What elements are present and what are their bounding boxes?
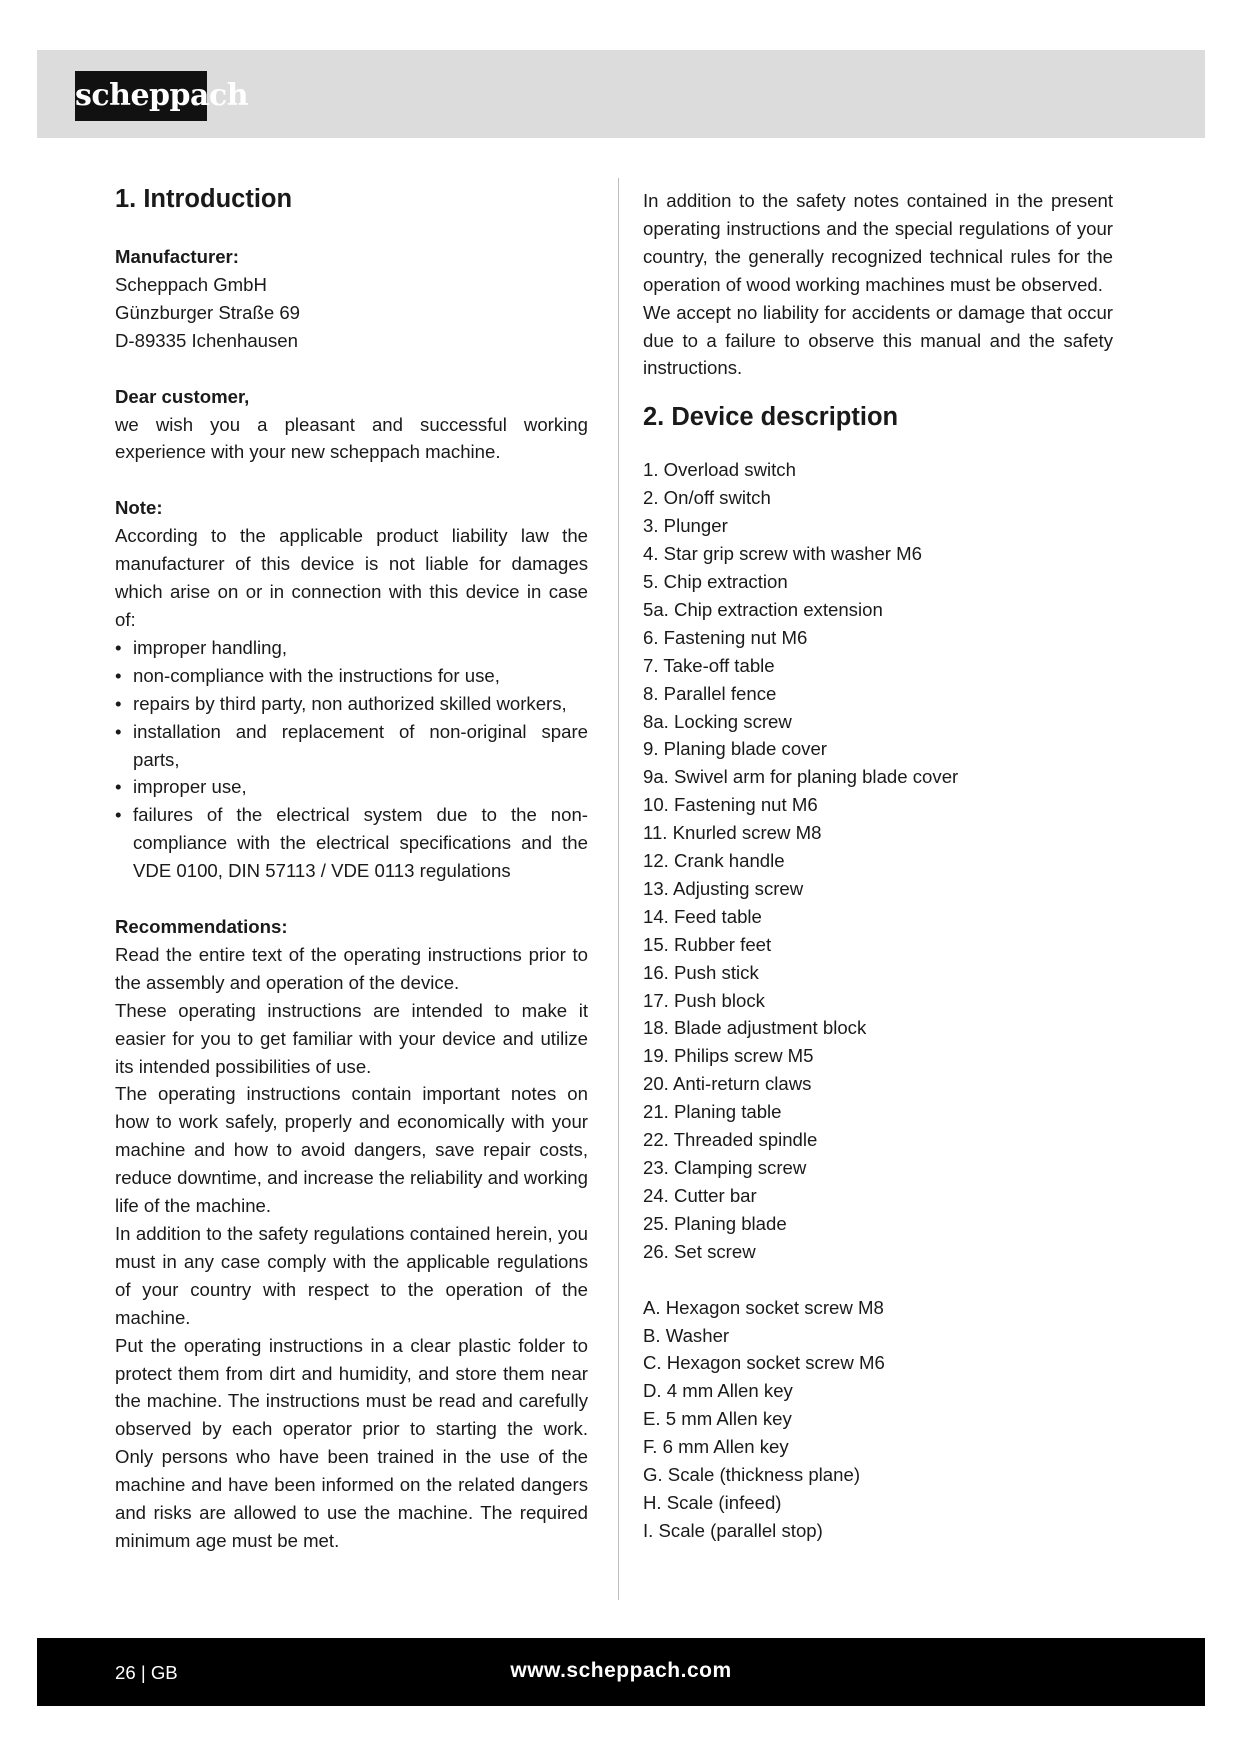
part-item: 6. Fastening nut M6 (643, 626, 808, 648)
part-item: 26. Set screw (643, 1240, 756, 1262)
recommendations-paragraph: Read the entire text of the operating instructions prior to the assembly and operation of the device. (115, 943, 588, 993)
safety-paragraph: In addition to the safety notes contained in the present operating instructions and the special regulations of your country, the generally recognized technical rules for the operation of wood working machines must be observed. (643, 190, 1113, 295)
column-divider (618, 178, 619, 1600)
part-item: 10. Fastening nut M6 (643, 794, 818, 816)
bullet-item: • repairs by third party, non authorized skilled workers, (115, 692, 567, 714)
part-item: 17. Push block (643, 989, 765, 1011)
dear-customer-label: Dear customer, (115, 385, 250, 407)
recommendations-paragraph: These operating instructions are intended to make it easier for you to get familiar with your device and utilize its intended possibilities of use. (115, 999, 588, 1077)
right-column (643, 187, 1113, 1545)
part-item: 4. Star grip screw with washer M6 (643, 543, 922, 565)
part-item: 23. Clamping screw (643, 1157, 807, 1178)
part-item: 12. Crank handle (643, 850, 785, 872)
part-item: 15. Rubber feet (643, 933, 772, 955)
header-band (37, 50, 1205, 138)
manufacturer-street: Günzburger Straße 69 (115, 301, 301, 323)
bullet-item: • installation and replacement of non-original spare parts, (115, 720, 588, 770)
manufacturer-name: Scheppach GmbH (115, 273, 267, 295)
bullet-item: • non-compliance with the instructions for use, (115, 664, 500, 686)
part-item: 16. Push stick (643, 961, 759, 983)
page-number: 26 | GB (115, 1662, 178, 1683)
part-item: 1. Overload switch (643, 459, 796, 481)
part-item: 2. On/off switch (643, 487, 771, 509)
part-item: 25. Planing blade (643, 1212, 787, 1234)
note-text: According to the applicable product liability law the manufacturer of this device is not liable for damages which arise on or in connection with this device in case of: (115, 525, 588, 630)
part-item: 21. Planing table (643, 1101, 782, 1123)
part-item: 7. Take-off table (643, 654, 775, 676)
note-label: Note: (115, 497, 163, 519)
accessory-item: C. Hexagon socket screw M6 (643, 1352, 885, 1374)
bullet-item: • improper handling, (115, 636, 288, 658)
bullet-item: • failures of the electrical system due to the non-compliance with the electrical specifications and the VDE 0100, DIN 57113 / VDE 0113 regulations (115, 804, 588, 882)
accessory-item: B. Washer (643, 1324, 730, 1346)
part-item: 9. Planing blade cover (643, 738, 827, 760)
accessory-item: G. Scale (thickness plane) (643, 1464, 861, 1486)
recommendations-paragraph: Put the operating instructions in a clear plastic folder to protect them from dirt and humidity, and store them near the machine. The instructions must be read and carefully observed by each operator prior to starting the work. Only persons who have been trained in the use of the machine and have been informed on the related dangers and risks are allowed to use the machine. The required minimum age must be met. (115, 1334, 588, 1551)
introduction-heading: 1. Introduction (115, 185, 293, 213)
part-item: 11. Knurled screw M8 (643, 822, 822, 844)
part-item: 20. Anti-return claws (643, 1073, 812, 1095)
accessory-item: I. Scale (parallel stop) (643, 1519, 823, 1541)
accessory-item: A. Hexagon socket screw M8 (643, 1296, 884, 1318)
part-item: 9a. Swivel arm for planing blade cover (643, 766, 959, 788)
part-item: 3. Plunger (643, 515, 728, 537)
accessory-item: F. 6 mm Allen key (643, 1436, 789, 1458)
part-item: 14. Feed table (643, 905, 762, 927)
part-item: 5. Chip extraction (643, 570, 788, 592)
liability-paragraph: We accept no liability for accidents or damage that occur due to a failure to observe this manual and the safety instructions. (643, 301, 1113, 379)
accessory-item: E. 5 mm Allen key (643, 1408, 792, 1430)
website-link[interactable]: www.scheppach.com (510, 1659, 732, 1682)
bullet-item: • improper use, (115, 776, 247, 798)
accessory-item: H. Scale (infeed) (643, 1491, 782, 1513)
part-item: 13. Adjusting screw (643, 877, 804, 899)
recommendations-label: Recommendations: (115, 916, 288, 938)
part-item: 24. Cutter bar (643, 1184, 757, 1206)
scheppach-logo: scheppach (75, 71, 207, 121)
recommendations-paragraph: In addition to the safety regulations contained herein, you must in any case comply with the applicable regulations of your country with respect to the operation of the machine. (115, 1223, 588, 1328)
part-item: 22. Threaded spindle (643, 1129, 818, 1151)
part-item: 18. Blade adjustment block (643, 1017, 867, 1039)
left-column (115, 182, 588, 1555)
footer-band (37, 1638, 1205, 1706)
part-item: 8. Parallel fence (643, 682, 777, 704)
manufacturer-city: D-89335 Ichenhausen (115, 329, 298, 351)
recommendations-paragraph: The operating instructions contain important notes on how to work safely, properly and economically with your machine and how to avoid dangers, save repair costs, reduce downtime, and increase the reliability and working life of the machine. (115, 1083, 588, 1217)
part-item: 5a. Chip extraction extension (643, 598, 883, 620)
accessories-list (643, 1294, 1113, 1545)
part-item: 19. Philips screw M5 (643, 1045, 814, 1067)
part-item: 8a. Locking screw (643, 710, 792, 732)
parts-list (643, 456, 1113, 1265)
device-description-heading: 2. Device description (643, 403, 899, 432)
dear-customer-text: we wish you a pleasant and successful working experience with your new scheppach machine. (115, 413, 588, 463)
accessory-item: D. 4 mm Allen key (643, 1380, 793, 1402)
liability-bullet-list (115, 634, 588, 885)
manufacturer-label: Manufacturer: (115, 246, 239, 267)
